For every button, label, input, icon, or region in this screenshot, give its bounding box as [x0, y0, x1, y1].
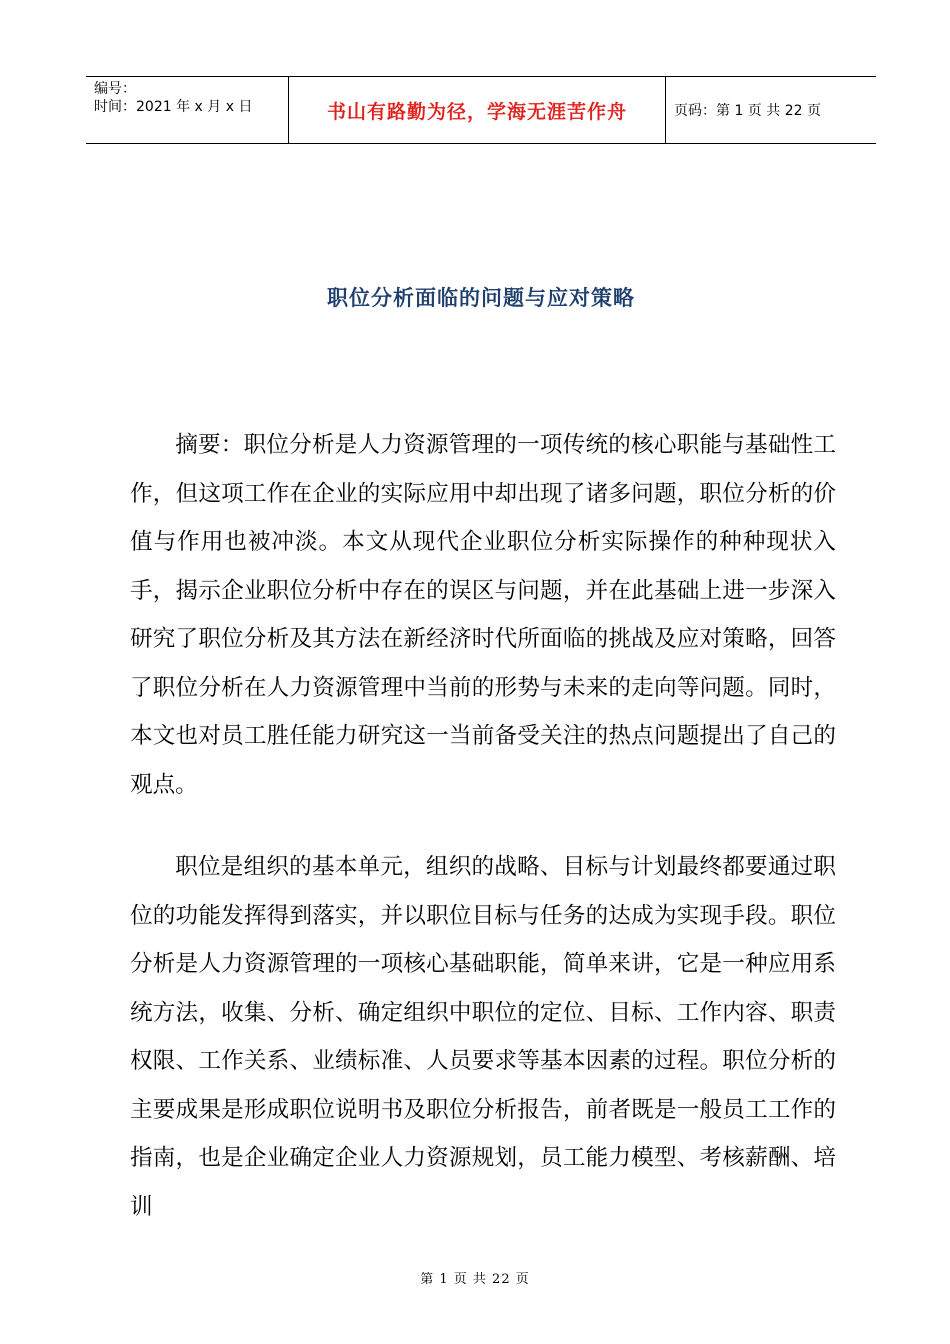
serial-number-label: 编号：	[94, 81, 136, 97]
header-motto: 书山有路勤为径，学海无涯苦作舟	[288, 77, 666, 143]
page-footer: 第 1 页 共 22 页	[420, 1272, 530, 1287]
header-meta	[86, 77, 286, 143]
date-label: 时间：2021 年 x 月 x 日	[94, 99, 253, 115]
header-page-code: 页码：第 1 页 共 22 页	[674, 103, 821, 119]
page-header	[86, 76, 876, 144]
body-paragraph: 职位是组织的基本单元，组织的战略、目标与计划最终都要通过职位的功能发挥得到落实，并以职位目标与任务的达成为实现手段。职位分析是人力资源管理的一项核心基础职能，简单来讲，它是一种应用系统方法，收集、分析、确定组织中职位的定位、目标、工作内容、职责权限、工作关系、业绩标准、人员要求等基本因素的过程。职位分析的主要成果是形成职位说明书及职位分析报告，前者既是一般员工工作的指南，也是企业确定企业人力资源规划，员工能力模型、考核薪酬、培训	[130, 854, 836, 1220]
abstract-paragraph: 摘要：职位分析是人力资源管理的一项传统的核心职能与基础性工作，但这项工作在企业的实际应用中却出现了诸多问题，职位分析的价值与作用也被冲淡。本文从现代企业职位分析实际操作的种种现状入手，揭示企业职位分析中存在的误区与问题，并在此基础上进一步深入研究了职位分析及其方法在新经济时代所面临的挑战及应对策略，回答了职位分析在人力资源管理中当前的形势与未来的走向等问题。同时，本文也对员工胜任能力研究这一当前备受关注的热点问题提出了自己的观点。	[130, 432, 836, 798]
document-title: 职位分析面临的问题与应对策略	[327, 285, 635, 310]
